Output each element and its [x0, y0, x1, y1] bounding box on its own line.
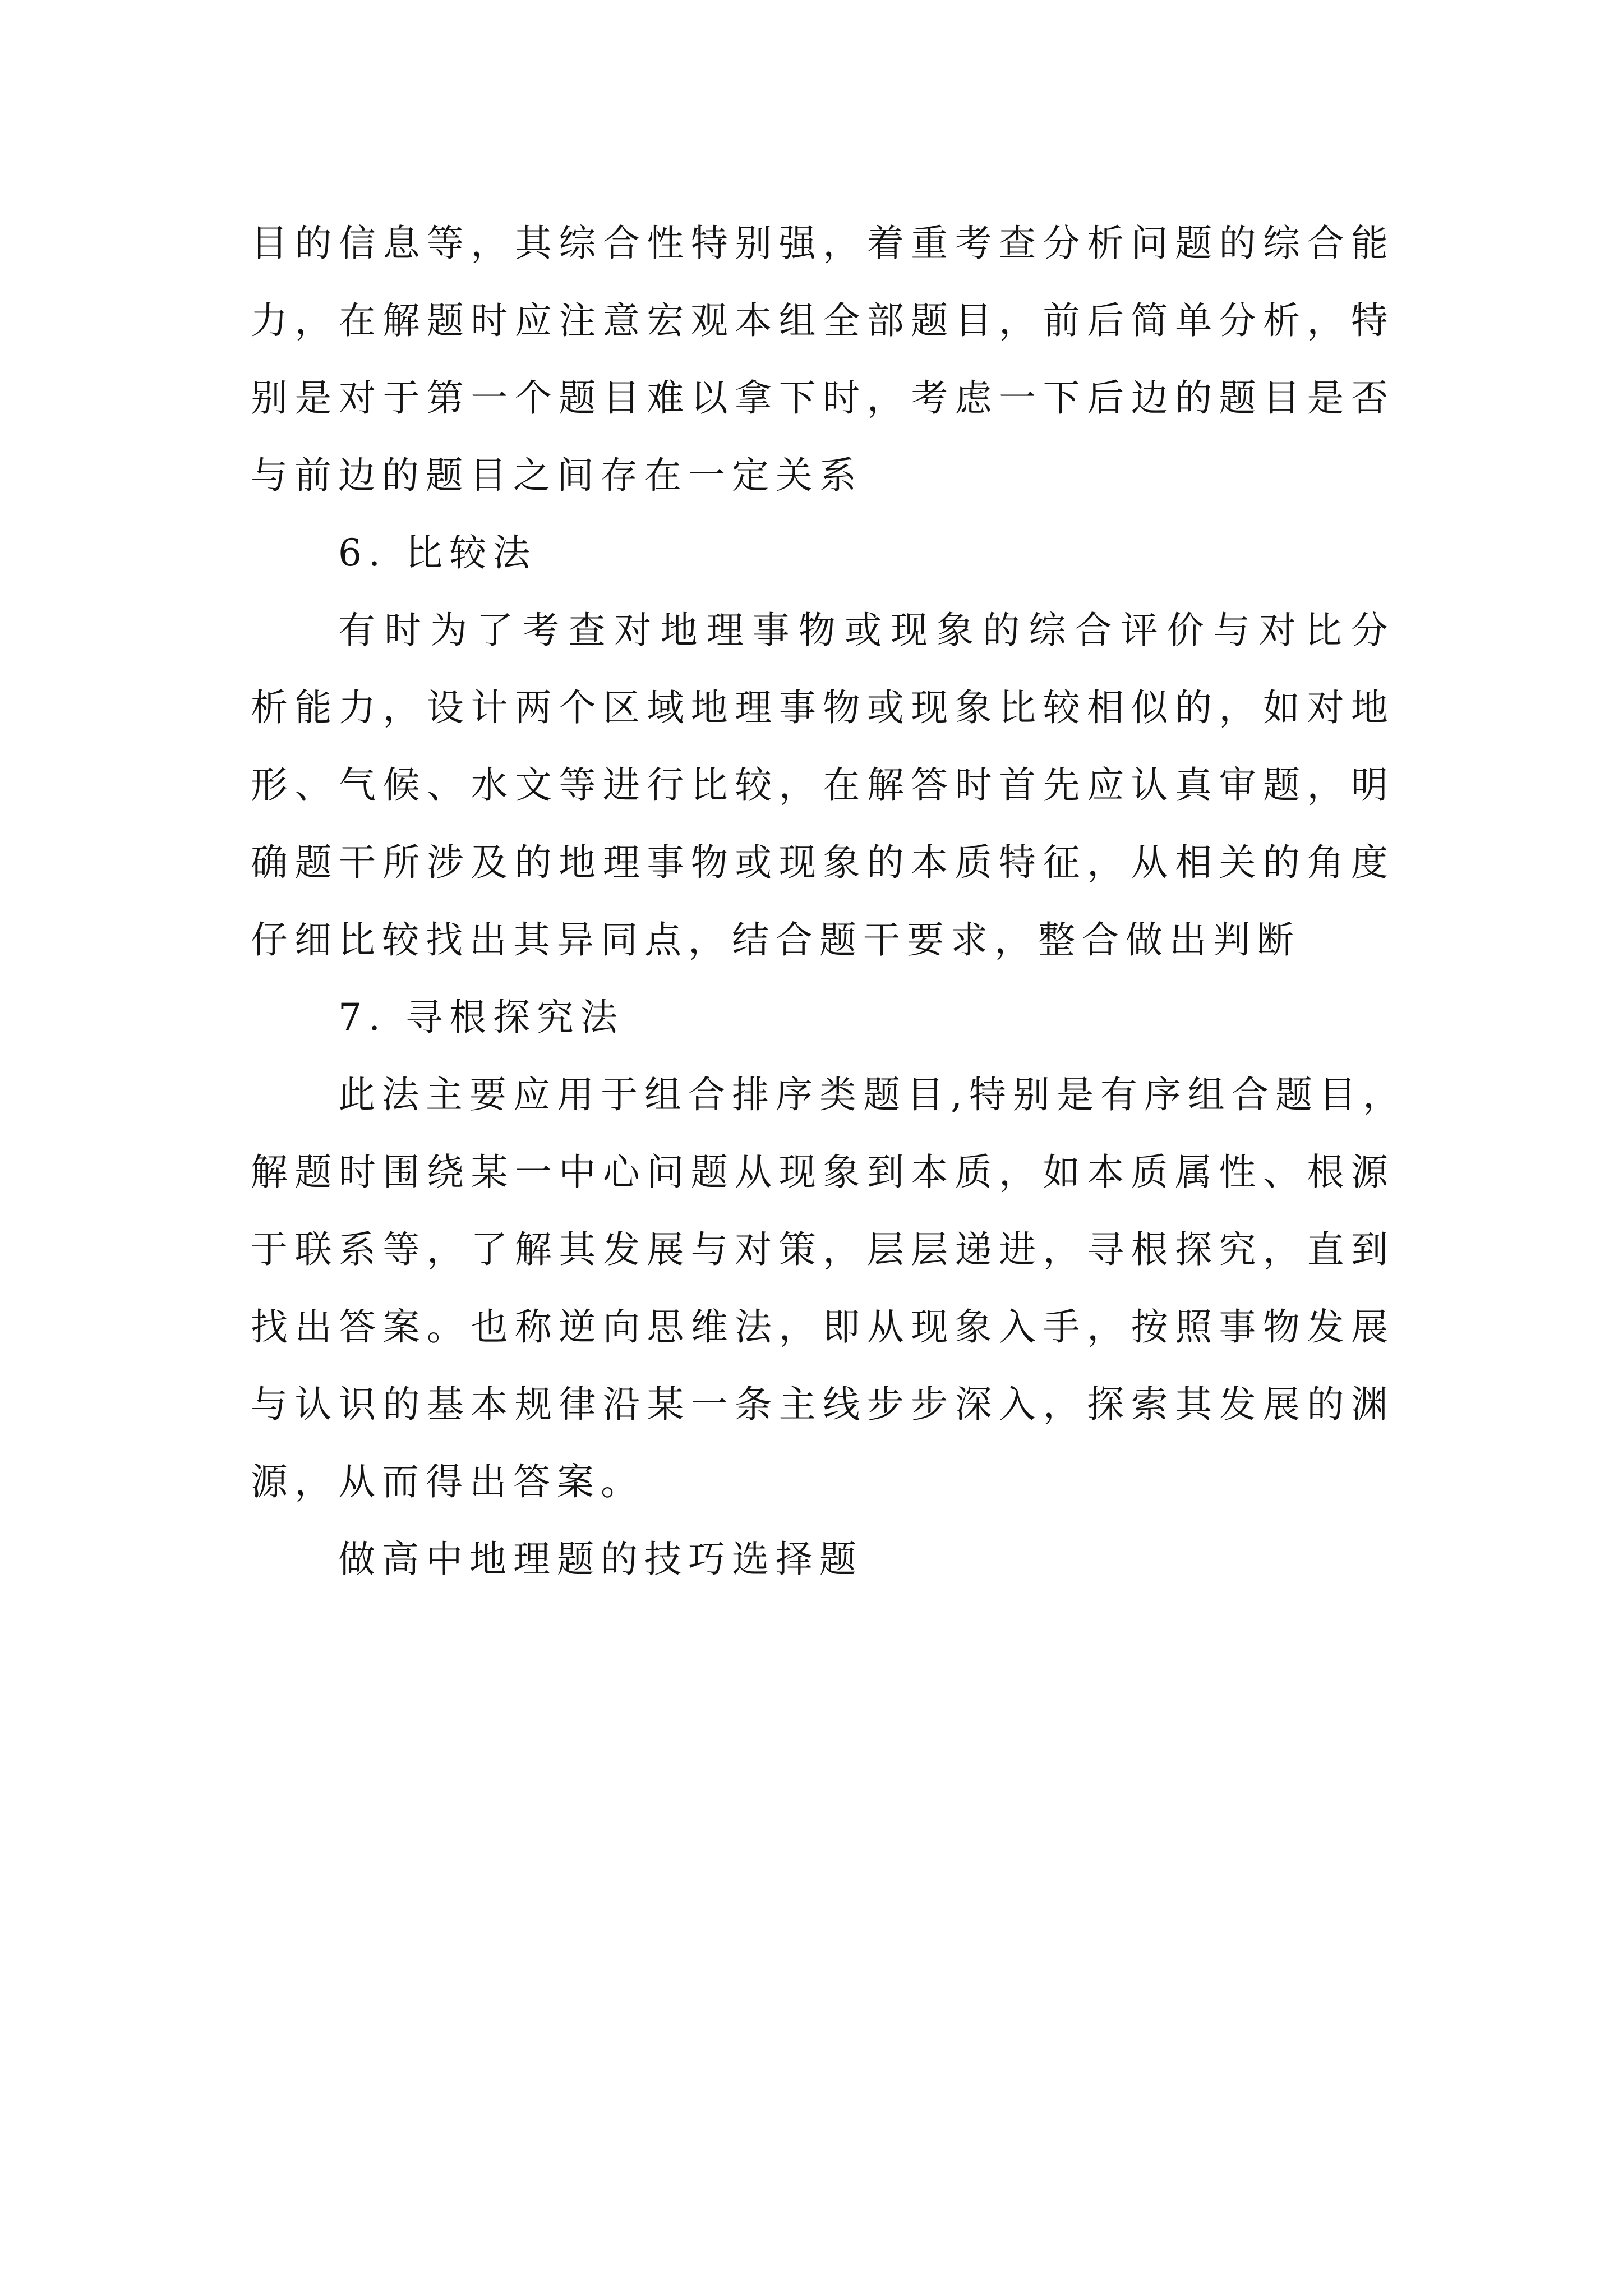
- section-root-tracing-method: [251, 979, 1407, 1521]
- text-line: 此法主要应用于组合排序类题目,特别是有序组合题目，: [338, 1073, 1407, 1116]
- section-heading: 7. 寻根探究法: [338, 996, 624, 1039]
- text-line: 形、气候、水文等进行比较，在解答时首先应认真审题，明: [251, 763, 1395, 807]
- continued-paragraph: [251, 205, 1395, 514]
- text-line: 目的信息等，其综合性特别强，着重考查分析问题的综合能: [251, 222, 1395, 265]
- text-line: 与认识的基本规律沿某一条主线步步深入，探索其发展的渊: [251, 1383, 1395, 1426]
- text-line: 与前边的题目之间存在一定关系: [251, 454, 863, 497]
- section-heading: 6. 比较法: [338, 531, 537, 574]
- text-line: 确题干所涉及的地理事物或现象的本质特征，从相关的角度: [251, 841, 1395, 884]
- section-comparison-method: [251, 514, 1395, 979]
- text-line: 有时为了考查对地理事物或现象的综合评价与对比分: [338, 609, 1395, 652]
- text-line: 别是对于第一个题目难以拿下时，考虑一下后边的题目是否: [251, 376, 1395, 420]
- text-line: 源，从而得出答案。: [251, 1460, 644, 1503]
- text-line: 仔细比较找出其异同点，结合题干要求，整合做出判断: [251, 918, 1301, 961]
- text-line: 找出答案。也称逆向思维法，即从现象入手，按照事物发展: [251, 1305, 1395, 1349]
- text-line: 析能力，设计两个区域地理事物或现象比较相似的，如对地: [251, 686, 1395, 729]
- document-body: [251, 205, 1407, 1598]
- text-line: 于联系等，了解其发展与对策，层层递进，寻根探究，直到: [251, 1228, 1395, 1271]
- closing-heading: 做高中地理题的技巧选择题: [338, 1538, 863, 1581]
- text-line: 力，在解题时应注意宏观本组全部题目，前后简单分析，特: [251, 299, 1395, 342]
- text-line: 解题时围绕某一中心问题从现象到本质，如本质属性、根源: [251, 1151, 1395, 1194]
